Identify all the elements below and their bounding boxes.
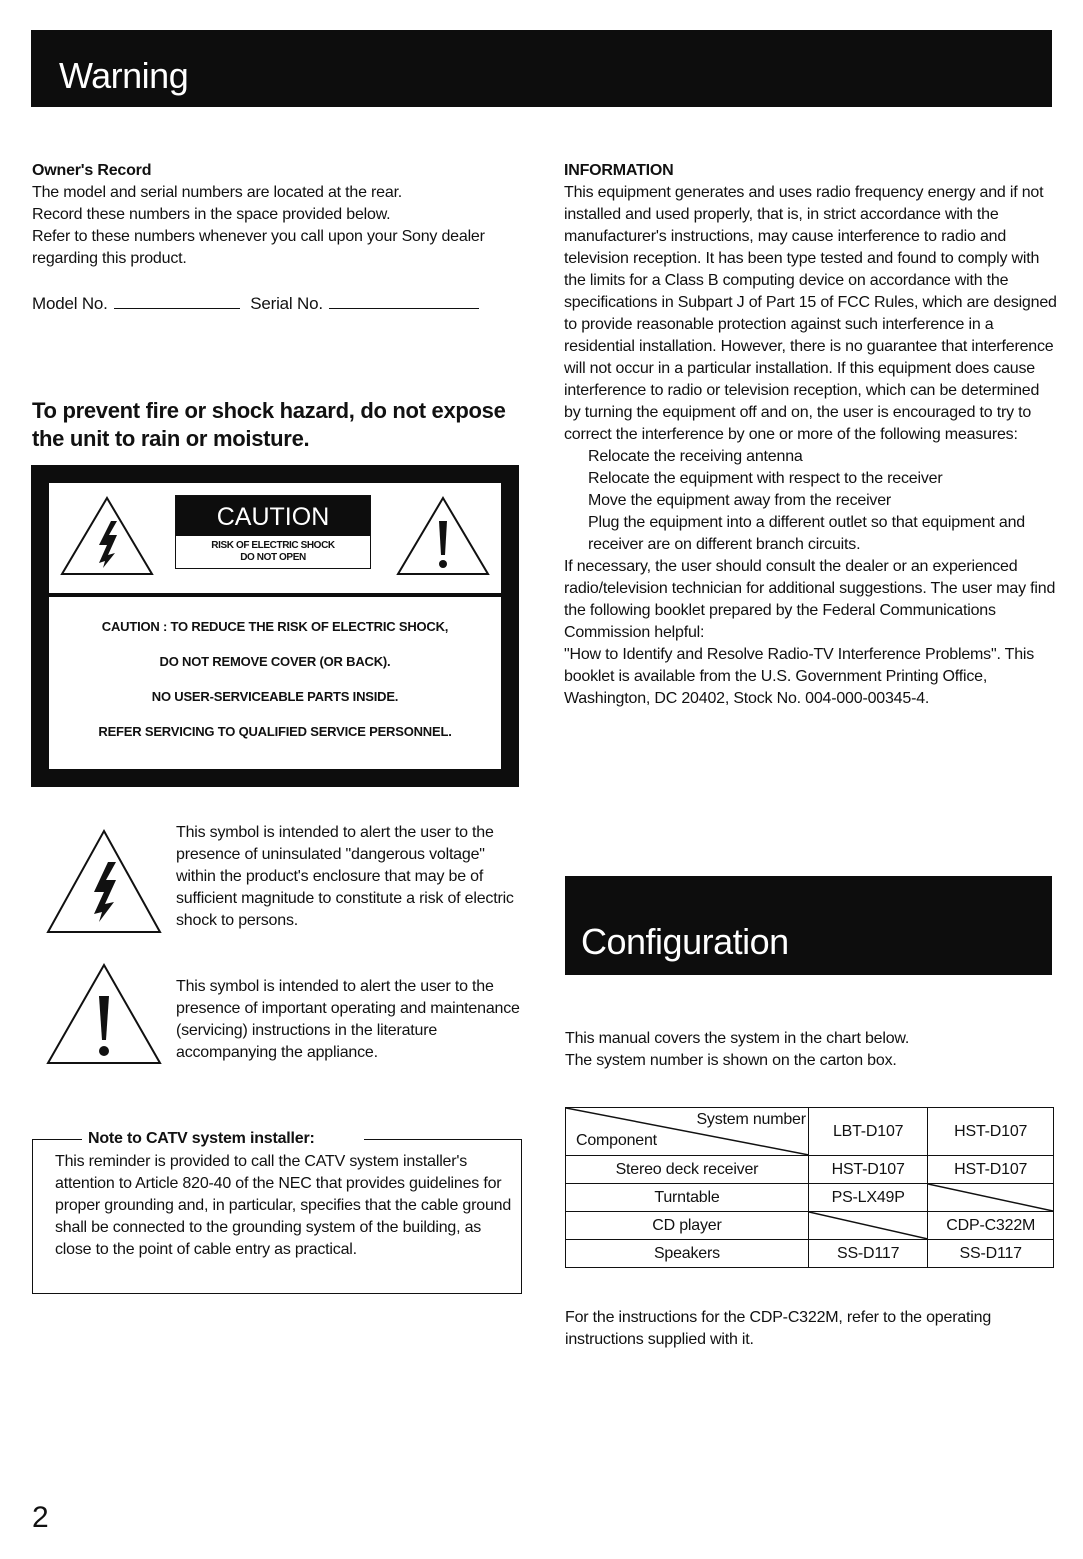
caution-line: CAUTION : TO REDUCE THE RISK OF ELECTRIC SHOCK,: [101, 619, 449, 634]
table-cell-empty: [808, 1212, 928, 1240]
table-cell: SS-D117: [808, 1240, 928, 1268]
measure-item: Relocate the equipment with respect to the receiver: [588, 470, 943, 487]
lightning-symbol-text: This symbol is intended to alert the user to the presence of uninsulated "dangerous voltage" within the product's enclosure that may be of sufficient magnitude to constitute a risk of electric shock to persons.: [176, 824, 514, 929]
table-cell: HST-D107: [808, 1156, 928, 1184]
header-system-number: System number: [696, 1111, 806, 1128]
model-serial-line: [32, 293, 522, 315]
owners-record-line: The model and serial numbers are located at the rear.: [32, 184, 403, 201]
table-cell: Turntable: [566, 1184, 809, 1212]
information-section: [564, 160, 1058, 710]
warning-banner: [31, 30, 1052, 107]
exclamation-symbol-icon: [44, 962, 164, 1066]
information-paragraph: "How to Identify and Resolve Radio-TV Interference Problems". This booklet is available from the U.S. Government Printing Office, Washington, DC 20402, Stock No. 004-000-00345-4.: [564, 646, 1035, 707]
configuration-title: Configuration: [581, 921, 789, 962]
caution-sub-line: RISK OF ELECTRIC SHOCK: [211, 540, 335, 551]
configuration-banner: [565, 876, 1052, 975]
note-title: Note to CATV system installer:: [88, 1130, 315, 1147]
caution-lines: [49, 619, 501, 759]
table-cell: PS-LX49P: [808, 1184, 928, 1212]
model-blank: [114, 306, 240, 309]
lightning-warning-icon: [59, 495, 155, 577]
caution-label-sub: [176, 540, 370, 564]
owners-record: [32, 160, 522, 270]
table-row: [566, 1212, 1054, 1240]
caution-sub-line: DO NOT OPEN: [240, 552, 306, 563]
information-heading: INFORMATION: [564, 162, 674, 179]
table-row: [566, 1184, 1054, 1212]
caution-label-title: CAUTION: [176, 496, 370, 536]
table-cell: CD player: [566, 1212, 809, 1240]
table-cell: Speakers: [566, 1240, 809, 1268]
configuration-footnote: For the instructions for the CDP-C322M, refer to the operating instructions supplied with it.: [565, 1309, 992, 1348]
note-body: This reminder is provided to call the CATV system installer's attention to Article 820-40 of the NEC that provides guidelines for proper grounding and, in particular, specifies that the cable ground shall be connected to the grounding system of the building, as close to the point of cable entry as practical.: [55, 1153, 512, 1258]
measure-item: Relocate the receiving antenna: [588, 448, 803, 465]
information-paragraph: This equipment generates and uses radio frequency energy and if not installed and used properly, that is, in strict accordance with the manufacturer's instructions, may cause interference to radio and television reception. It has been type tested and found to comply with the limits for a Class B computing device on accordance with the specifications in Subpart J of Part 15 of FCC Rules, which are designed to provide reasonable protection against such interference in a residential installation. However, there is no guarantee that interference will not occur in a particular installation. If this equipment does cause interference to radio or television reception, which can be determined by turning the equipment off and on, the user is encouraged to try to correct the interference by one or more of the following measures:: [564, 184, 1057, 443]
caution-line: REFER SERVICING TO QUALIFIED SERVICE PERSONNEL.: [98, 724, 452, 739]
measure-item: Move the equipment away from the receiver: [588, 492, 892, 509]
table-row: [566, 1156, 1054, 1184]
serial-blank: [329, 306, 479, 309]
exclamation-warning-icon: [395, 495, 491, 577]
serial-label: Serial No.: [250, 294, 323, 313]
exclamation-symbol-text: This symbol is intended to alert the user to the presence of important operating and maintenance (servicing) instructions in the literature accompanying the appliance.: [176, 978, 520, 1061]
owners-record-heading: Owner's Record: [32, 162, 152, 179]
diagonal-line: [928, 1184, 1053, 1211]
caution-bottom-panel: [49, 597, 501, 769]
caution-top-panel: [49, 483, 501, 593]
table-header-cell: LBT-D107: [808, 1108, 928, 1156]
hazard-heading: To prevent fire or shock hazard, do not expose the unit to rain or moisture.: [32, 398, 506, 451]
table-cell: SS-D117: [928, 1240, 1054, 1268]
table-header-corner: [566, 1108, 809, 1156]
configuration-intro: [565, 1028, 1055, 1072]
warning-title: Warning: [59, 55, 189, 96]
table-cell-empty: [928, 1184, 1054, 1212]
lightning-symbol-icon: [44, 828, 164, 936]
table-header-row: [566, 1108, 1054, 1156]
information-paragraph: If necessary, the user should consult the dealer or an experienced radio/television technician for additional suggestions. The user may find the following booklet prepared by the Federal Communications Commission helpful:: [564, 558, 1056, 641]
table-header-cell: HST-D107: [928, 1108, 1054, 1156]
header-component: Component: [576, 1132, 657, 1149]
measure-item: Plug the equipment into a different outlet so that equipment and receiver are on different branch circuits.: [588, 514, 1025, 553]
configuration-intro-line: This manual covers the system in the chart below.: [565, 1030, 910, 1047]
owners-record-line: Refer to these numbers whenever you call upon your Sony dealer regarding this product.: [32, 228, 485, 267]
owners-record-line: Record these numbers in the space provided below.: [32, 206, 391, 223]
configuration-table: [565, 1107, 1054, 1268]
caution-line: NO USER-SERVICEABLE PARTS INSIDE.: [151, 689, 399, 704]
table-cell: CDP-C322M: [928, 1212, 1054, 1240]
caution-label: [175, 495, 371, 569]
caution-box: [31, 465, 519, 787]
configuration-intro-line: The system number is shown on the carton box.: [565, 1052, 897, 1069]
table-row: [566, 1240, 1054, 1268]
page-number: 2: [32, 1501, 49, 1534]
caution-line: DO NOT REMOVE COVER (OR BACK).: [159, 654, 391, 669]
model-label: Model No.: [32, 294, 108, 313]
table-cell: Stereo deck receiver: [566, 1156, 809, 1184]
table-cell: HST-D107: [928, 1156, 1054, 1184]
diagonal-line: [809, 1212, 928, 1239]
